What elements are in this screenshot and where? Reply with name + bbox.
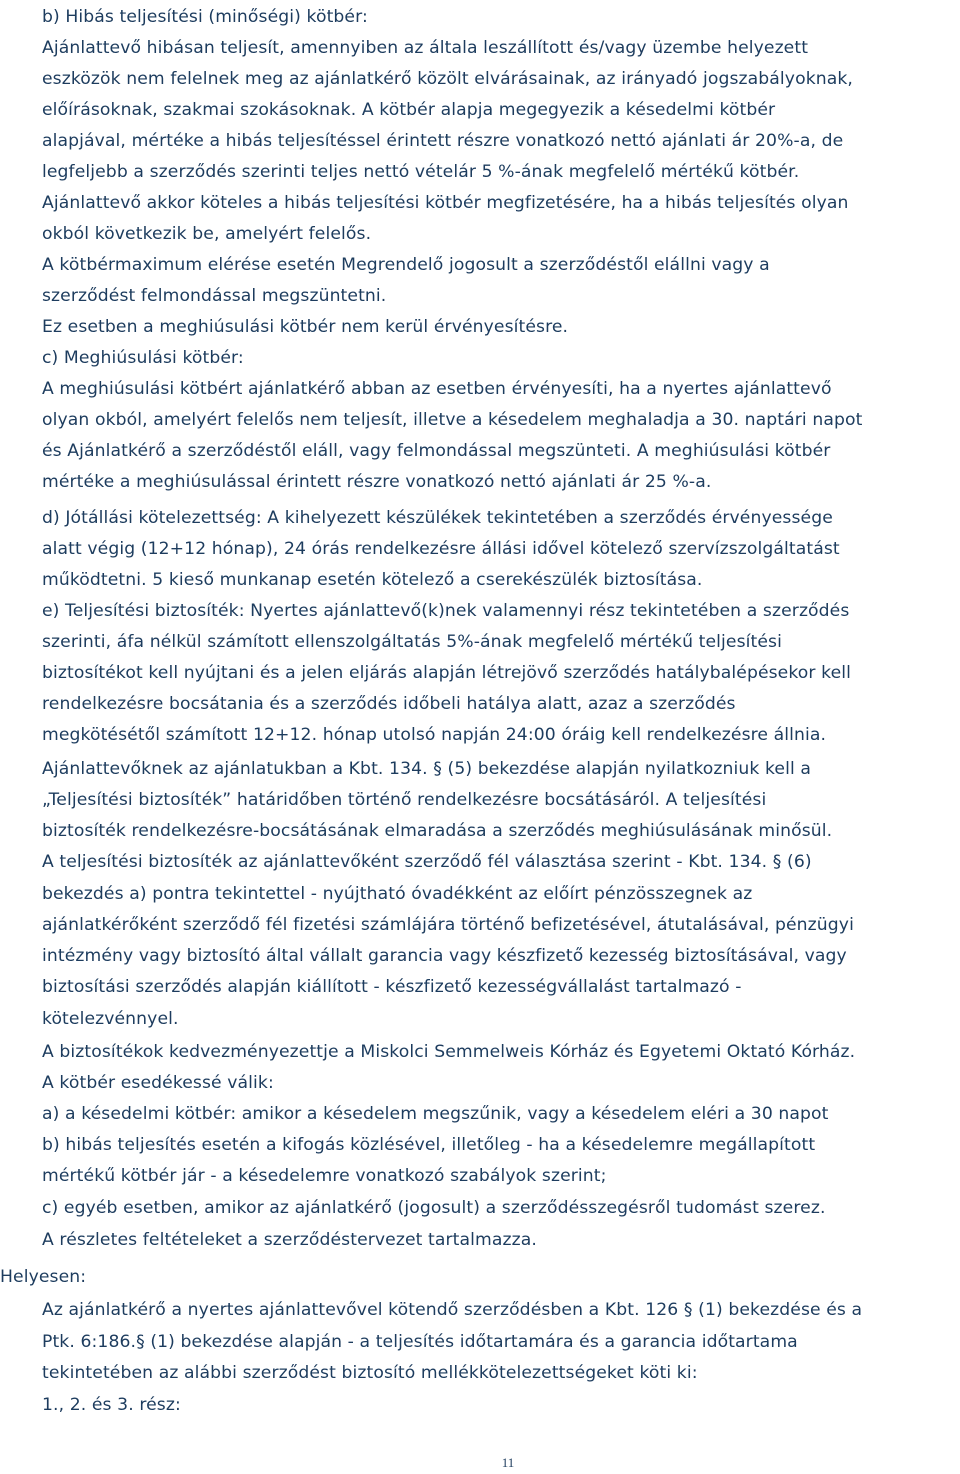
text-line: biztosíték rendelkezésre-bocsátásának elmaradása a szerződés meghiúsulásának minősül. (42, 821, 833, 841)
text-line: A teljesítési biztosíték az ajánlattevőként szerződő fél választása szerint - Kbt. 134. § (6) (42, 852, 812, 872)
text-line: szerződést felmondással megszüntetni. (42, 286, 387, 306)
text-line: biztosítékot kell nyújtani és a jelen eljárás alapján létrejövő szerződés hatálybalépésekor kell (42, 663, 852, 683)
text-line: c) egyéb esetben, amikor az ajánlatkérő (jogosult) a szerződésszegésről tudomást szerez. (42, 1198, 826, 1218)
page-number: 11 (501, 1455, 515, 1470)
text-line: szerinti, áfa nélkül számított ellenszolgáltatás 5%-ának megfelelő mértékű teljesítési (42, 632, 782, 652)
text-line: kötelezvénnyel. (42, 1009, 179, 1029)
text-line: a) a késedelmi kötbér: amikor a késedelem megszűnik, vagy a késedelem eléri a 30 napot (42, 1104, 829, 1124)
text-line: 1., 2. és 3. rész: (42, 1395, 181, 1415)
text-line: működtetni. 5 kieső munkanap esetén kötelező a cserekészülék biztosítása. (42, 570, 703, 590)
text-line: ajánlatkérőként szerződő fél fizetési számlájára történő befizetésével, átutalásával, pénzügyi (42, 915, 854, 935)
text-line: A meghiúsulási kötbért ajánlatkérő abban az esetben érvényesíti, ha a nyertes ajánlattevő (42, 379, 832, 399)
text-line: legfeljebb a szerződés szerinti teljes nettó vételár 5 %-ának megfelelő mértékű kötbér. (42, 162, 800, 182)
text-line: A biztosítékok kedvezményezettje a Miskolci Semmelweis Kórház és Egyetemi Oktató Kórház. (42, 1042, 856, 1062)
text-line: A kötbérmaximum elérése esetén Megrendelő jogosult a szerződéstől elállni vagy a (42, 255, 770, 275)
text-line: olyan okból, amelyért felelős nem teljesít, illetve a késedelem meghaladja a 30. naptári napot (42, 410, 863, 430)
text-line: Ajánlattevőknek az ajánlatukban a Kbt. 134. § (5) bekezdése alapján nyilatkozniuk kell a (42, 759, 812, 779)
text-line: Ptk. 6:186.§ (1) bekezdése alapján - a teljesítés időtartamára és a garancia időtartama (42, 1332, 798, 1352)
text-line: d) Jótállási kötelezettség: A kihelyezett készülékek tekintetében a szerződés érvényessége (42, 508, 833, 528)
text-line: eszközök nem felelnek meg az ajánlatkérő közölt elvárásainak, az irányadó jogszabályoknak, (42, 69, 853, 89)
text-line: e) Teljesítési biztosíték: Nyertes ajánlattevő(k)nek valamennyi rész tekintetében a szerződés (42, 601, 850, 621)
text-line: bekezdés a) pontra tekintettel - nyújtható óvadékként az előírt pénzösszegnek az (42, 884, 753, 904)
text-line: Az ajánlatkérő a nyertes ajánlattevővel kötendő szerződésben a Kbt. 126 § (1) bekezdése és a (42, 1300, 863, 1320)
text-line: Ajánlattevő akkor köteles a hibás teljesítési kötbér megfizetésére, ha a hibás teljesítés olyan (42, 193, 849, 213)
text-line: előírásoknak, szakmai szokásoknak. A kötbér alapja megegyezik a késedelmi kötbér (42, 100, 776, 120)
text-line: c) Meghiúsulási kötbér: (42, 348, 244, 368)
text-line: biztosítási szerződés alapján kiállított - készfizető kezességvállalást tartalmazó - (42, 977, 742, 997)
text-line: tekintetében az alábbi szerződést biztosító mellékkötelezettségeket köti ki: (42, 1363, 698, 1383)
text-line: A részletes feltételeket a szerződéstervezet tartalmazza. (42, 1230, 537, 1250)
text-line: és Ajánlatkérő a szerződéstől eláll, vagy felmondással megszünteti. A meghiúsulási kötbér (42, 441, 831, 461)
text-line: b) hibás teljesítés esetén a kifogás közlésével, illetőleg - ha a késedelemre megállapított (42, 1135, 816, 1155)
text-line: b) Hibás teljesítési (minőségi) kötbér: (42, 7, 368, 27)
text-line: okból következik be, amelyért felelős. (42, 224, 372, 244)
text-line: „Teljesítési biztosíték” határidőben történő rendelkezésre bocsátásáról. A teljesítési (42, 790, 767, 810)
text-line: mértéke a meghiúsulással érintett részre vonatkozó nettó ajánlati ár 25 %-a. (42, 472, 712, 492)
text-line: Ajánlattevő hibásan teljesít, amennyiben az általa leszállított és/vagy üzembe helyezett (42, 38, 809, 58)
text-line: mértékű kötbér jár - a késedelemre vonatkozó szabályok szerint; (42, 1166, 607, 1186)
text-line: alatt végig (12+12 hónap), 24 órás rendelkezésre állási idővel kötelező szervízszolgáltatást (42, 539, 840, 559)
text-line: intézmény vagy biztosító által vállalt garancia vagy készfizető kezesség biztosításával, vagy (42, 946, 847, 966)
text-line: Ez esetben a meghiúsulási kötbér nem kerül érvényesítésre. (42, 317, 569, 337)
text-line: megkötésétől számított 12+12. hónap utolsó napján 24:00 óráig kell rendelkezésre állnia. (42, 725, 827, 745)
section-heading-correct: Helyesen: (0, 1267, 87, 1287)
text-line: rendelkezésre bocsátania és a szerződés időbeli hatálya alatt, azaz a szerződés (42, 694, 736, 714)
text-line: alapjával, mértéke a hibás teljesítéssel érintett részre vonatkozó nettó ajánlati ár 20%-a, de (42, 131, 844, 151)
text-line: A kötbér esedékessé válik: (42, 1073, 274, 1093)
